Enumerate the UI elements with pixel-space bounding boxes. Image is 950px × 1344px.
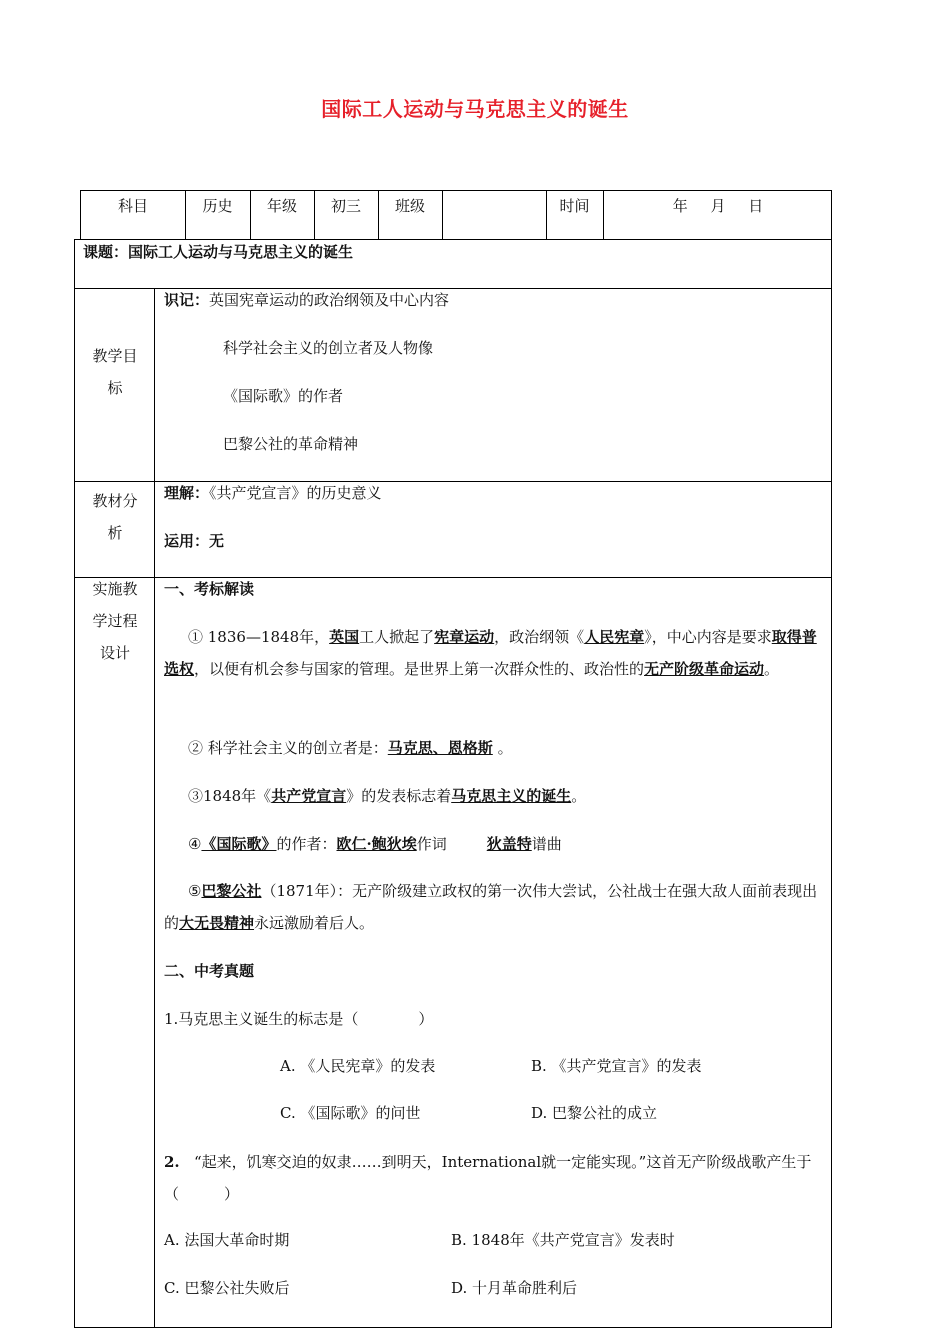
q2-option-b: B. 1848年《共产党宣言》发表时	[451, 1231, 675, 1249]
analysis-label-1: 教材分	[92, 492, 138, 510]
goal-remember	[164, 284, 449, 316]
apply-text: 无	[209, 532, 225, 550]
remember-label: 识记：	[164, 291, 210, 309]
subject-value: 历史	[202, 197, 233, 215]
q1-option-b: B. 《共产党宣言》的发表	[531, 1057, 702, 1075]
time-label: 时间	[559, 197, 590, 215]
subject-label: 科目	[117, 197, 148, 215]
grade-value: 初三	[330, 197, 361, 215]
process-label-3: 设计	[99, 644, 130, 662]
process-label-1: 实施教	[92, 580, 138, 598]
understand-text: 《共产党宣言》的历史意义	[209, 484, 382, 502]
analysis-label-2: 析	[107, 524, 123, 542]
section-1-heading: 一、考标解读	[164, 580, 255, 598]
q1-option-c: C. 《国际歌》的问世	[280, 1104, 421, 1122]
process-label-2: 学过程	[92, 612, 138, 630]
point-1: ① 1836—1848年，英国工人掀起了宪章运动，政治纲领《人民宪章》，中心内容是要求取得普选权，以便有机会参与国家的管理。是世界上第一次群众性的、政治性的无产阶级革命运动。	[164, 628, 817, 678]
q2-option-c: C. 巴黎公社失败后	[164, 1279, 290, 1297]
q1-option-a: A. 《人民宪章》的发表	[280, 1057, 436, 1075]
goal-item: 《国际歌》的作者	[223, 387, 344, 405]
header-row	[80, 190, 832, 240]
date-value: 年 月 日	[672, 197, 764, 215]
grade-label: 年级	[266, 197, 297, 215]
q2-option-a: A. 法国大革命时期	[164, 1231, 290, 1249]
goal-item: 巴黎公社的革命精神	[223, 435, 359, 453]
section-2-heading: 二、中考真题	[164, 962, 255, 980]
question-1-stem: 1.马克思主义诞生的标志是（ ）	[164, 1010, 434, 1028]
topic-row	[74, 239, 832, 289]
goal-item: 科学社会主义的创立者及人物像	[223, 339, 434, 357]
analysis-apply	[164, 525, 224, 557]
goal-item: 英国宪章运动的政治纲领及中心内容	[209, 291, 450, 309]
point-5: ⑤巴黎公社（1871年）：无产阶级建立政权的第一次伟大尝试，公社战士在强大敌人面前表现出的大无畏精神永远激励着后人。	[164, 882, 818, 932]
page-title: 国际工人运动与马克思主义的诞生	[321, 97, 629, 121]
point-4: ④《国际歌》的作者：欧仁·鲍狄埃作词 狄盖特谱曲	[188, 835, 562, 853]
topic-line	[83, 236, 353, 268]
point-3: ③1848年《共产党宣言》的发表标志着马克思主义的诞生。	[188, 787, 587, 805]
q1-option-d: D. 巴黎公社的成立	[531, 1104, 658, 1122]
question-2-stem: 2. “起来，饥寒交迫的奴隶……到明天，International就一定能实现。”这首无产阶级战歌产生于（ ）	[164, 1153, 812, 1203]
apply-label: 运用：	[164, 532, 210, 550]
topic-label: 课题：	[83, 243, 129, 261]
understand-label: 理解：	[164, 484, 210, 502]
goals-label-1: 教学目	[92, 347, 138, 365]
point-2: ② 科学社会主义的创立者是：马克思、恩格斯 。	[188, 739, 513, 757]
analysis-understand	[164, 477, 382, 509]
q2-option-d: D. 十月革命胜利后	[451, 1279, 578, 1297]
goals-label-2: 标	[107, 379, 123, 397]
class-label: 班级	[394, 197, 425, 215]
main-table	[74, 288, 832, 1328]
topic-text: 国际工人运动与马克思主义的诞生	[128, 243, 354, 261]
